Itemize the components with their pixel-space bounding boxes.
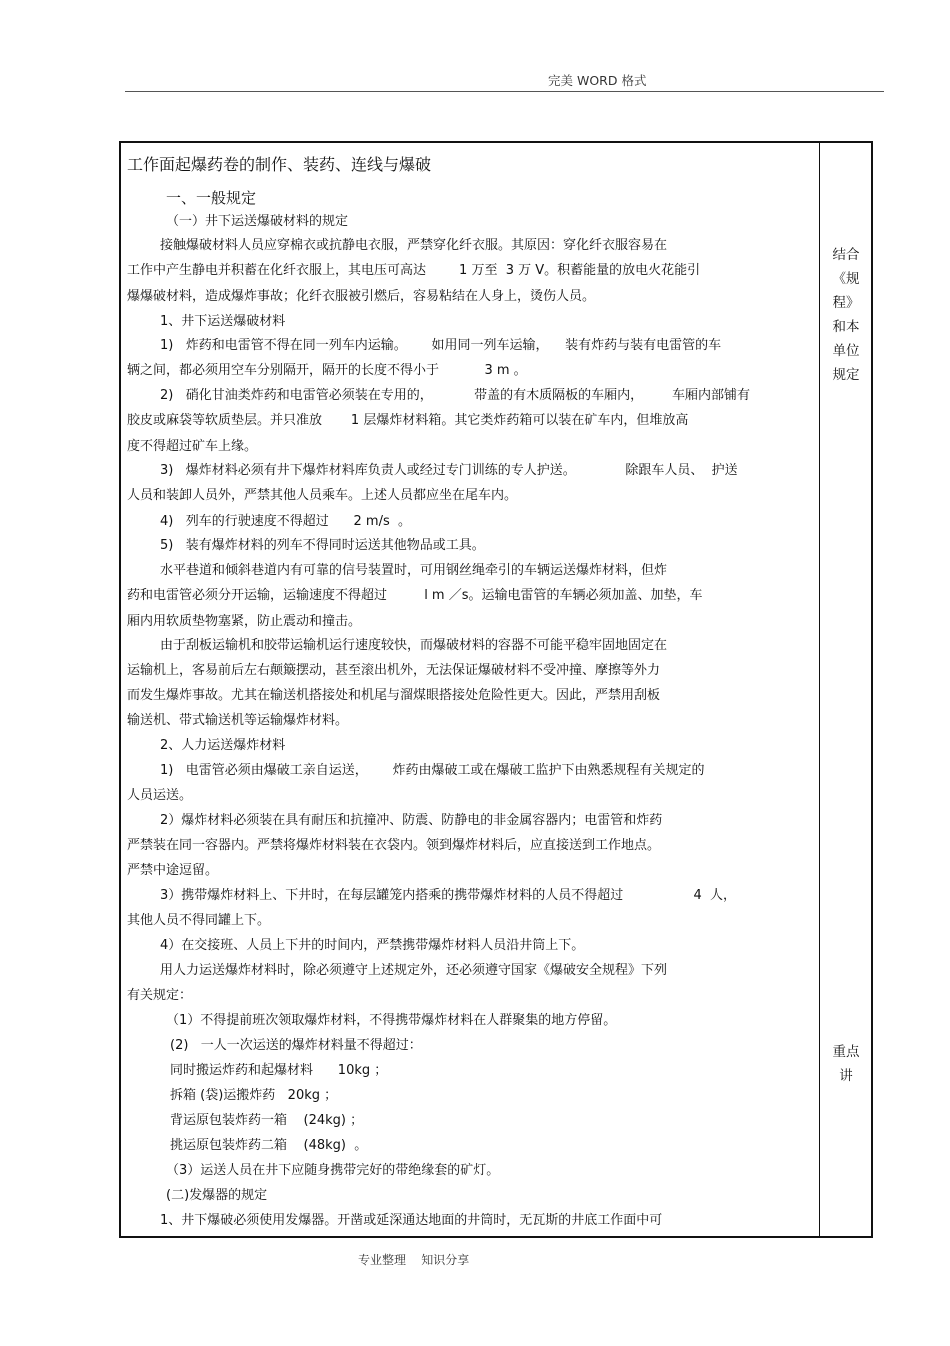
paragraph-line: 爆爆破材料，造成爆炸事故；化纤衣服被引燃后，容易粘结在人身上，烫伤人员。: [127, 289, 596, 304]
paragraph-line: 其他人员不得同罐上下。: [127, 913, 271, 928]
paragraph-line: 辆之间，都必须用空车分别隔开，隔开的长度不得小于 3 m 。: [127, 363, 527, 378]
paragraph-line: 输送机、带式输送机等运输爆炸材料。: [127, 713, 349, 728]
paragraph-line: 2) 硝化甘油类炸药和电雷管必须装在专用的， 带盖的有木质隔板的车厢内， 车厢内部铺有: [160, 388, 750, 403]
paragraph-line: 厢内用软质垫物塞紧，防止震动和撞击。: [127, 614, 362, 629]
item-heading: 2、人力运送爆炸材料: [160, 738, 286, 753]
list-item: 拆箱 (袋)运搬炸药 20kg ；: [170, 1088, 338, 1103]
paragraph-line: 严禁装在同一容器内。严禁将爆炸材料装在衣袋内。领到爆炸材料后，应直接送到工作地点。: [127, 838, 661, 853]
paragraph-line: 人员运送。: [127, 788, 193, 803]
paragraph-line: 1、井下爆破必须使用发爆器。开凿或延深通达地面的井筒时，无瓦斯的井底工作面中可: [160, 1213, 663, 1228]
paragraph-line: (2) 一人一次运送的爆炸材料量不得超过：: [170, 1038, 422, 1053]
side-note: 结合 《规 程》 和本 单位 规定: [832, 247, 860, 383]
paragraph-line: 1) 电雷管必须由爆破工亲自运送， 炸药由爆破工或在爆破工监护下由熟悉规程有关规定的: [160, 763, 705, 778]
header-rule: [125, 91, 884, 92]
page-header: 完美 WORD 格式: [548, 73, 647, 88]
side-note: 重点 讲: [832, 1044, 860, 1084]
subsection-heading: (二)发爆器的规定: [166, 1188, 268, 1203]
paragraph-line: 由于刮板运输机和胶带运输机运行速度较快，而爆破材料的容器不可能平稳牢固地固定在: [160, 638, 668, 653]
paragraph-line: 度不得超过矿车上缘。: [127, 439, 258, 454]
page-footer: 专业整理 知识分享: [358, 1253, 470, 1267]
paragraph-line: 接触爆破材料人员应穿棉衣或抗静电衣服，严禁穿化纤衣服。其原因：穿化纤衣服容易在: [160, 238, 668, 253]
paragraph-line: 水平巷道和倾斜巷道内有可靠的信号装置时，可用钢丝绳牵引的车辆运送爆炸材料，但炸: [160, 563, 668, 578]
item-heading: 1、井下运送爆破材料: [160, 314, 286, 329]
paragraph-line: （1）不得提前班次领取爆炸材料，不得携带爆炸材料在人群聚集的地方停留。: [166, 1013, 617, 1028]
subsection-heading: （一）井下运送爆破材料的规定: [166, 214, 349, 229]
section-heading: 一、一般规定: [166, 189, 257, 207]
paragraph-line: 3) 爆炸材料必须有井下爆炸材料库负责人或经过专门训练的专人护送。 除跟车人员、 护送: [160, 463, 738, 478]
list-item: 背运原包装炸药一箱 (24kg) ；: [170, 1113, 364, 1128]
list-item: 同时搬运炸药和起爆材料 10kg ；: [170, 1063, 388, 1078]
paragraph-line: 运输机上，客易前后左右颠簸摆动，甚至滚出机外，无法保证爆破材料不受冲撞、摩擦等外力: [127, 663, 661, 678]
paragraph-line: （3）运送人员在井下应随身携带完好的带绝缘套的矿灯。: [166, 1163, 500, 1178]
paragraph-line: 3）携带爆炸材料上、下井时，在每层罐笼内搭乘的携带爆炸材料的人员不得超过 4 人，: [160, 888, 737, 903]
paragraph-line: 而发生爆炸事故。尤其在输送机搭接处和机尾与溜煤眼搭接处危险性更大。因此，严禁用刮板: [127, 688, 661, 703]
paragraph-line: 严禁中途逗留。: [127, 863, 219, 878]
paragraph-line: 工作中产生静电并积蓄在化纤衣服上，其电压可高达 1 万至 3 万 V。积蓄能量的放电火花能引: [127, 263, 701, 278]
paragraph-line: 有关规定：: [127, 988, 193, 1003]
column-divider: [819, 141, 820, 1238]
paragraph-line: 用人力运送爆炸材料时，除必须遵守上述规定外，还必须遵守国家《爆破安全规程》下列: [160, 963, 668, 978]
paragraph-line: 药和电雷管必须分开运输，运输速度不得超过 l m ／s。运输电雷管的车辆必须加盖、加垫，车: [127, 588, 703, 603]
paragraph-line: 4）在交接班、人员上下井的时间内，严禁携带爆炸材料人员沿井筒上下。: [160, 938, 585, 953]
paragraph-line: 胶皮或麻袋等软质垫层。并只准放 1 层爆炸材料箱。其它类炸药箱可以装在矿车内，但堆放高: [127, 413, 689, 428]
paragraph-line: 1) 炸药和电雷管不得在同一列车内运输。 如用同一列车运输， 装有炸药与装有电雷管的车: [160, 338, 722, 353]
document-title: 工作面起爆药卷的制作、装药、连线与爆破: [127, 155, 432, 174]
paragraph-line: 人员和装卸人员外，严禁其他人员乘车。上述人员都应坐在尾车内。: [127, 488, 518, 503]
list-item: 挑运原包装炸药二箱 (48kg) 。: [170, 1138, 368, 1153]
paragraph-line: 4) 列车的行驶速度不得超过 2 m/s 。: [160, 514, 412, 529]
paragraph-line: 2）爆炸材料必须装在具有耐压和抗撞冲、防震、防静电的非金属容器内；电雷管和炸药: [160, 813, 663, 828]
paragraph-line: 5) 装有爆炸材料的列车不得同时运送其他物品或工具。: [160, 538, 485, 553]
